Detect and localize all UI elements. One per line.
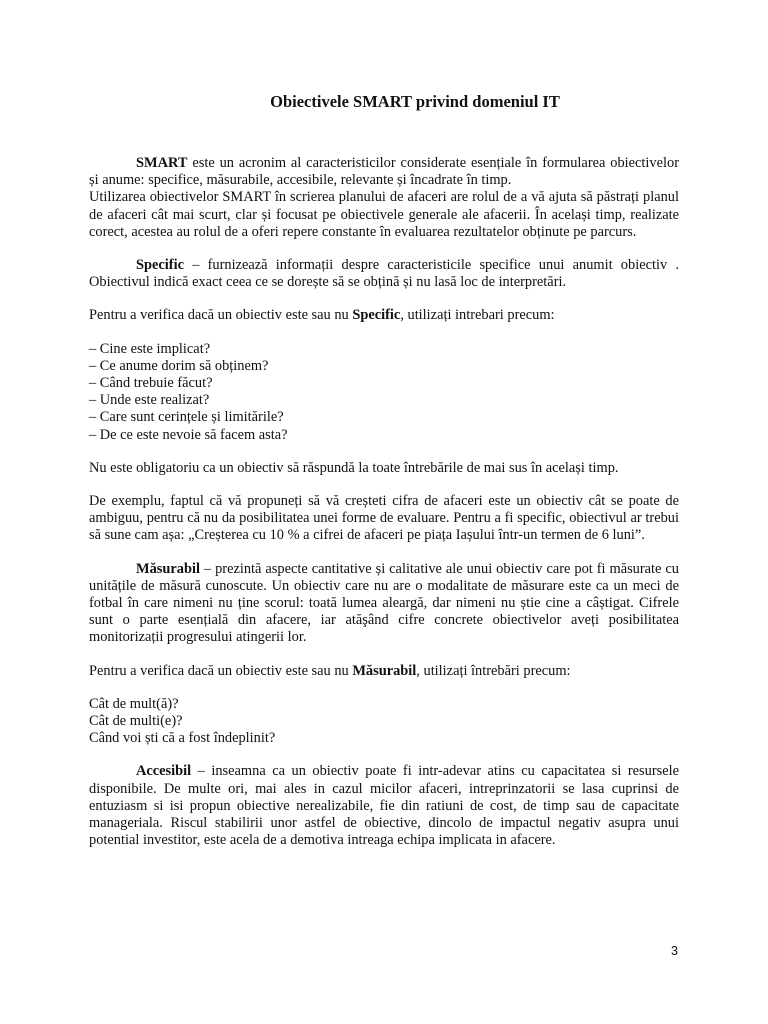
verify-specific-term: Specific [352,307,401,324]
list-item: – De ce este nevoie să facem asta? [89,426,288,443]
specific-definition-paragraph [89,257,679,291]
accesibil-definition-text: – inseamna ca un obiectiv poate fi intr-adevar atins cu capacitatea si resursele disponibile. De multe ori, mai ales in cazul micilor afaceri, intreprinzatorii se lasa cuprinsi de entuziasm si isi propun obiective nerealizabile, fie din ratiuni de cost, de timp sau de capacitate manageriala. Riscul stabilirii unor astfel de obiective, dincolo de impactul negativ asupra unui potential investitor, este acela de a demotiva intreaga echipa implicata in afacere. [89,763,679,849]
smart-term: SMART [136,155,188,171]
verify-masurabil-term: Măsurabil [352,662,417,679]
list-item: – Cine este implicat? [89,340,211,357]
list-item: Cât de mult(ă)? [89,695,179,712]
example-paragraph: De exemplu, faptul că vă propuneți să vă creșteti cifra de afaceri este un obiectiv cât se poate de ambiguu, pentru că nu da posibilitatea unei forme de evaluare. Pentru a fi specific, obiectivul ar trebui să sune cam așa: „Creșterea cu 10 % a cifrei de afaceri pe piața Iașului într-un termen de 6 luni”. [89,493,679,544]
list-item: Cât de multi(e)? [89,713,183,730]
list-item: – Unde este realizat? [89,392,210,409]
specific-term: Specific [136,257,184,274]
page-title: Obiectivele SMART privind domeniul IT [270,92,560,111]
masurabil-definition-text: – prezintă aspecte cantitative și calitative ale unui obiectiv care pot fi măsurate cu unitățile de măsură cunoscute. Un obiectiv care nu are o modalitate de măsurare este ca un meci de fotbal în care nimeni nu ține scorul: toată lumea aleargă, dar nimeni nu știe cine a câștigat. Cifrele sunt o parte esențială din afacere, iar atăşând cifre concrete obiectivelor aveți posibilitatea monitorizații progresului atingerii lor. [89,560,679,646]
verify-masurabil-suffix: , utilizați întrebări precum: [416,662,571,679]
document-body [89,155,679,850]
masurabil-term: Măsurabil [136,560,200,577]
verify-specific-prefix: Pentru a verifica dacă un obiectiv este sau nu [89,307,353,324]
specific-questions-list [89,341,679,444]
masurabil-definition-paragraph [89,561,679,647]
verify-masurabil-prefix: Pentru a verifica dacă un obiectiv este sau nu [89,662,353,679]
verify-specific-paragraph [89,307,679,324]
smart-usage-paragraph: Utilizarea obiectivelor SMART în scrierea planului de afaceri are rolul de a vă ajuta să păstrați planul de afaceri cât mai scurt, clar și focusat pe obiectivele generale ale afacerii. În același timp, realizate corect, acestea au rolul de a oferi repere constante în evaluarea rezultatelor obținute pe parcurs. [89,189,679,240]
smart-definition-paragraph [89,155,679,189]
list-item: Când voi ști că a fost îndeplinit? [89,730,276,747]
list-item: – Ce anume dorim să obținem? [89,357,269,374]
accesibil-definition-paragraph [89,763,679,849]
list-item: – Care sunt cerințele și limitările? [89,409,284,426]
list-item: – Când trebuie făcut? [89,375,213,392]
not-mandatory-paragraph: Nu este obligatoriu ca un obiectiv să răspundă la toate întrebările de mai sus în același timp. [89,459,619,476]
specific-definition-text: – furnizează informații despre caracteristicile specifice unui anumit obiectiv . Obiectivul indică exact ceea ce se dorește să se obțină și nu lasă loc de interpretări. [89,257,679,291]
verify-masurabil-paragraph [89,663,679,680]
accesibil-term: Accesibil [136,763,192,780]
verify-specific-suffix: , utilizați intrebari precum: [400,307,555,324]
page-number: 3 [671,944,678,958]
smart-definition-text: este un acronim al caracteristicilor considerate esențiale în formularea obiectivelor și anume: specifice, măsurabile, accesibile, relevante și încadrate în timp. [89,155,679,189]
masurabil-questions-list [89,696,679,748]
